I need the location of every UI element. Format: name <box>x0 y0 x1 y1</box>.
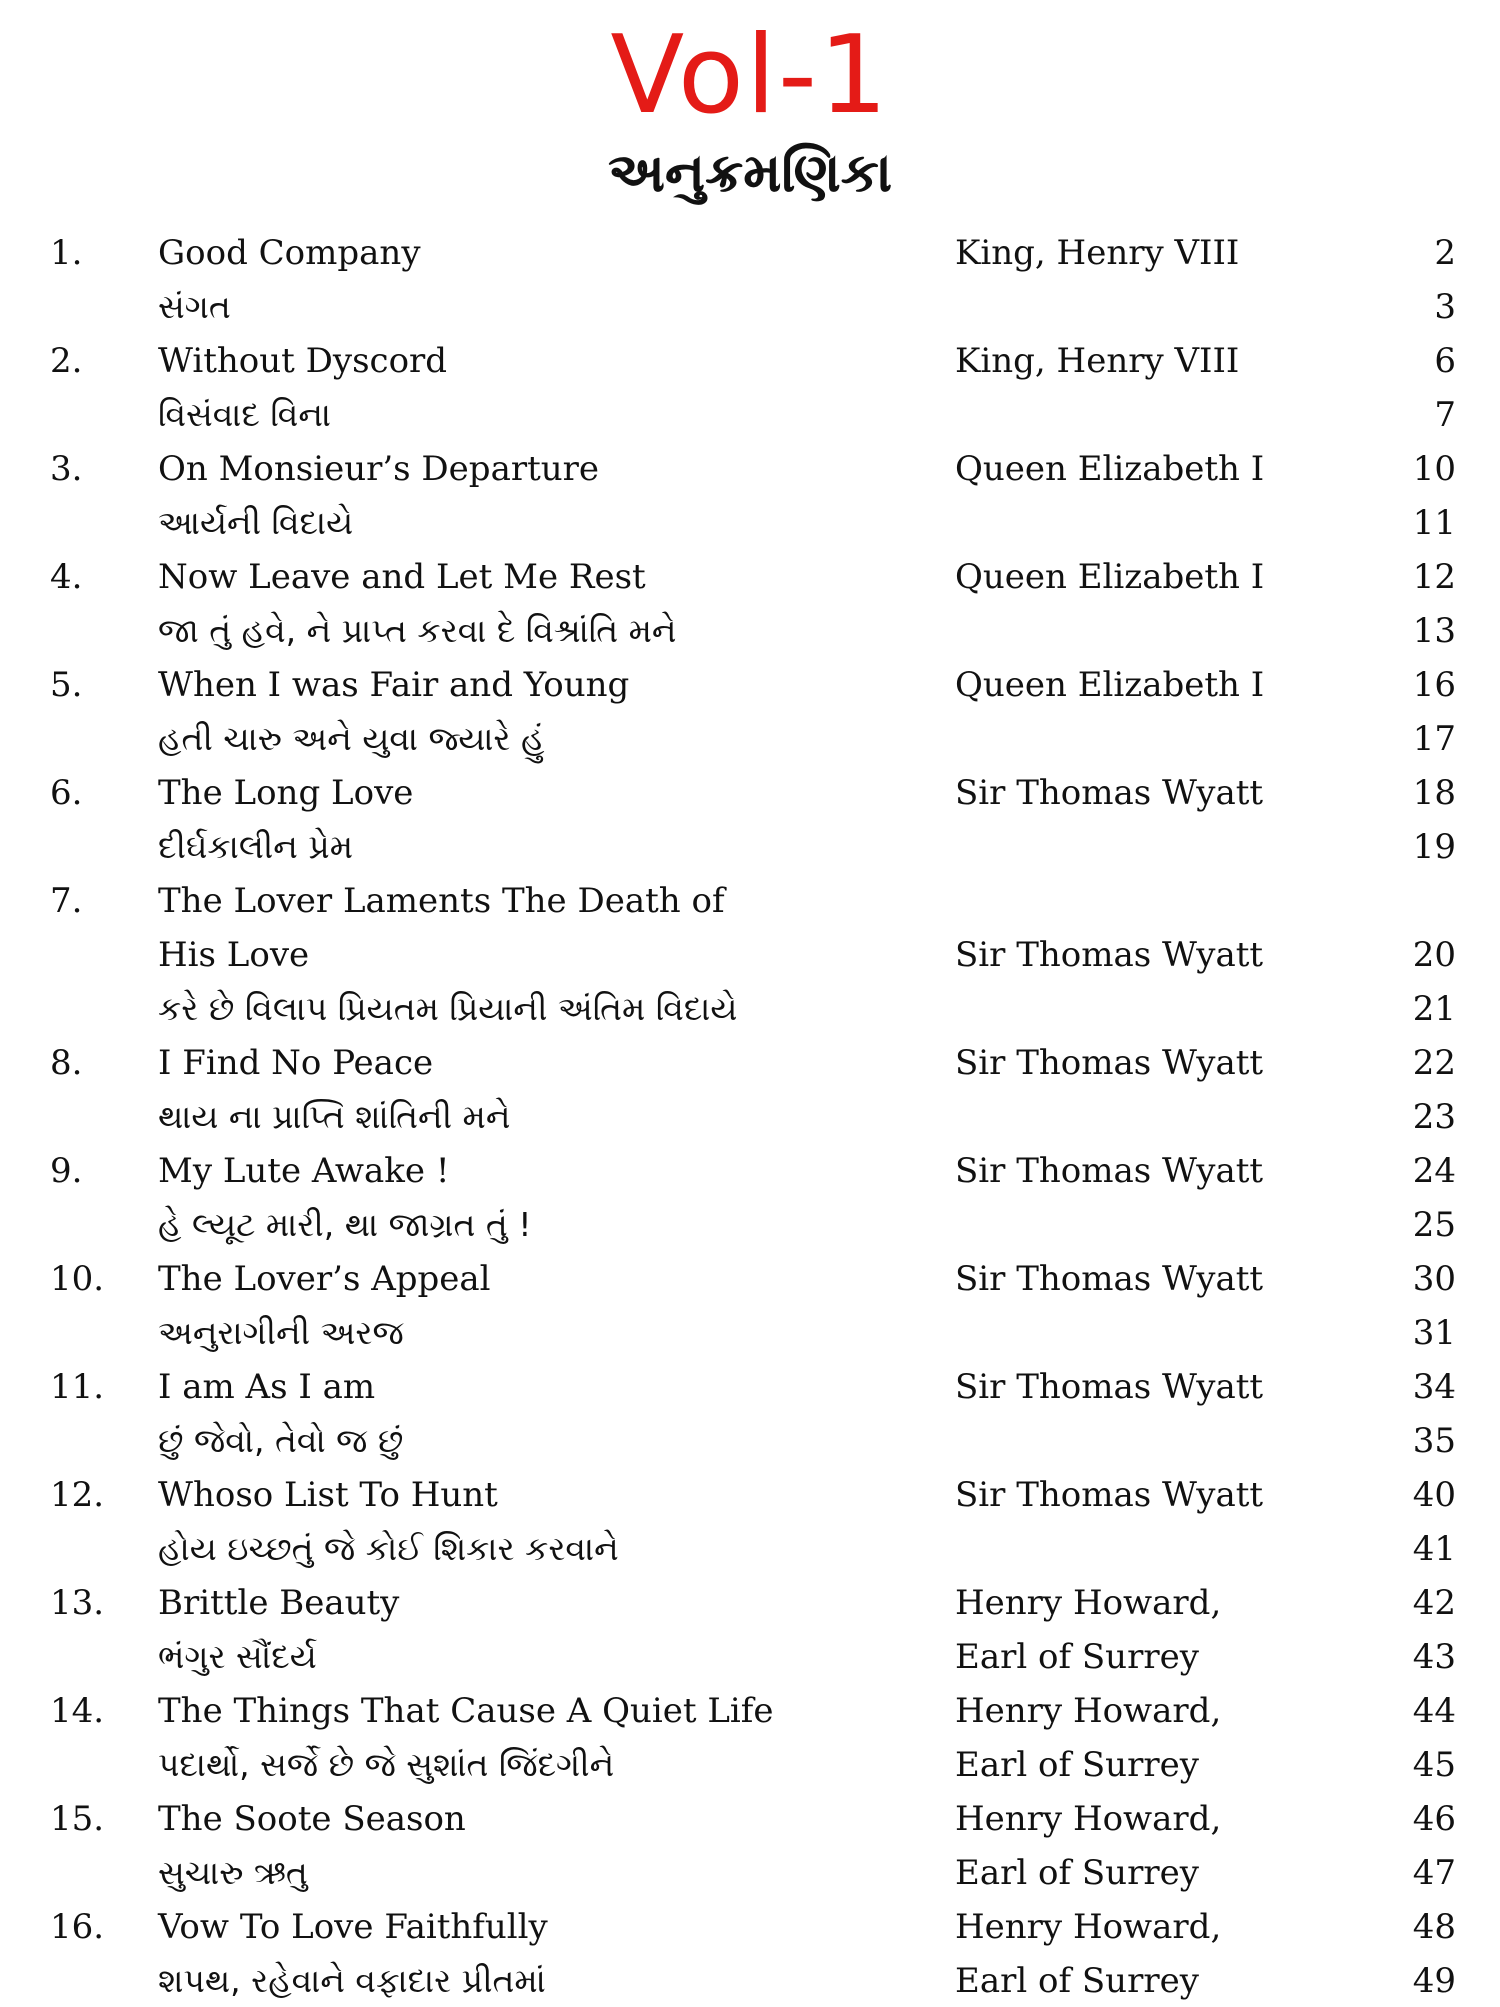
entry-number: 5. <box>50 665 83 705</box>
entry-title: I am As I am <box>158 1367 376 1407</box>
entry-author: Earl of Surrey <box>955 1637 1199 1677</box>
toc-row <box>0 333 1500 387</box>
toc-row <box>0 657 1500 711</box>
entry-author: Sir Thomas Wyatt <box>955 773 1264 813</box>
entry-author: Henry Howard, <box>955 1583 1222 1623</box>
entry-title: The Lover’s Appeal <box>158 1259 491 1299</box>
toc-row <box>0 1251 1500 1305</box>
entry-title-gujarati: અનુરાગીની અરજ <box>158 1313 404 1352</box>
entry-page-number: 45 <box>1412 1745 1456 1785</box>
entry-page-number: 11 <box>1412 503 1456 543</box>
toc-row <box>0 1791 1500 1845</box>
entry-author: Sir Thomas Wyatt <box>955 1043 1264 1083</box>
entry-author: Sir Thomas Wyatt <box>955 1367 1264 1407</box>
entry-title: My Lute Awake ! <box>158 1151 450 1191</box>
entry-title-gujarati: જા તું હવે, ને પ્રાપ્ત કરવા દે વિશ્રાંતિ મને <box>158 611 677 650</box>
entry-title: Without Dyscord <box>158 341 448 381</box>
toc-row <box>0 1467 1500 1521</box>
entry-author: Queen Elizabeth I <box>955 449 1265 489</box>
entry-title: The Lover Laments The Death of <box>158 881 725 921</box>
toc-row <box>0 1035 1500 1089</box>
entry-author: Sir Thomas Wyatt <box>955 935 1264 975</box>
entry-title: Whoso List To Hunt <box>158 1475 498 1515</box>
volume-title: Vol-1 <box>610 13 890 138</box>
entry-page-number: 24 <box>1412 1151 1456 1191</box>
entry-title: Vow To Love Faithfully <box>158 1907 548 1947</box>
toc-row <box>0 1683 1500 1737</box>
entry-title-gujarati: દીર્ઘકાલીન પ્રેમ <box>158 827 353 866</box>
entry-page-number: 34 <box>1412 1367 1456 1407</box>
entry-author: Earl of Surrey <box>955 1961 1199 2001</box>
toc-row <box>0 1413 1500 1467</box>
entry-author: King, Henry VIII <box>955 341 1240 381</box>
toc-row <box>0 1629 1500 1683</box>
entry-author: Queen Elizabeth I <box>955 557 1265 597</box>
entry-number: 2. <box>50 341 83 381</box>
entry-page-number: 16 <box>1412 665 1456 705</box>
entry-number: 12. <box>50 1475 105 1515</box>
toc-row <box>0 495 1500 549</box>
entry-page-number: 13 <box>1412 611 1456 651</box>
entry-page-number: 49 <box>1412 1961 1456 2001</box>
entry-title-gujarati: છું જેવો, તેવો જ છું <box>158 1421 404 1460</box>
toc-row <box>0 1197 1500 1251</box>
toc-row <box>0 873 1500 927</box>
toc-row <box>0 225 1500 279</box>
entry-page-number: 43 <box>1412 1637 1456 1677</box>
entry-title: The Things That Cause A Quiet Life <box>158 1691 774 1731</box>
entry-title-gujarati: ભંગુર સૌંદર્ય <box>158 1637 317 1676</box>
entry-author: Henry Howard, <box>955 1799 1222 1839</box>
entry-author: Earl of Surrey <box>955 1853 1199 1893</box>
entry-title: Brittle Beauty <box>158 1583 400 1623</box>
entry-number: 7. <box>50 881 83 921</box>
toc-row <box>0 1845 1500 1899</box>
entry-page-number: 44 <box>1412 1691 1456 1731</box>
entry-number: 1. <box>50 233 83 273</box>
toc-row <box>0 1359 1500 1413</box>
toc-row <box>0 279 1500 333</box>
entry-author: Sir Thomas Wyatt <box>955 1475 1264 1515</box>
toc-row <box>0 1521 1500 1575</box>
entry-author: Sir Thomas Wyatt <box>955 1259 1264 1299</box>
entry-title-gujarati: આર્યની વિદાયે <box>158 503 354 542</box>
entry-page-number: 18 <box>1412 773 1456 813</box>
entry-title: I Find No Peace <box>158 1043 434 1083</box>
entry-title-gujarati: શપથ, રહેવાને વફાદાર પ્રીતમાં <box>158 1961 546 2000</box>
entry-title-gujarati: હે લ્યૂટ મારી, થા જાગ્રત તું ! <box>158 1205 532 1244</box>
entry-title: Good Company <box>158 233 421 273</box>
entry-page-number: 42 <box>1412 1583 1456 1623</box>
entry-number: 4. <box>50 557 83 597</box>
toc-row <box>0 1899 1500 1953</box>
entry-number: 8. <box>50 1043 83 1083</box>
entry-author: Henry Howard, <box>955 1691 1222 1731</box>
entry-page-number: 41 <box>1412 1529 1456 1569</box>
toc-row <box>0 711 1500 765</box>
toc-row <box>0 603 1500 657</box>
entry-page-number: 23 <box>1412 1097 1456 1137</box>
entry-number: 10. <box>50 1259 105 1299</box>
entry-page-number: 25 <box>1412 1205 1456 1245</box>
entry-title-gujarati: સુચારુ ઋતુ <box>158 1853 308 1892</box>
entry-author: Sir Thomas Wyatt <box>955 1151 1264 1191</box>
entry-title: The Soote Season <box>158 1799 466 1839</box>
toc-row <box>0 1953 1500 2007</box>
toc-row <box>0 819 1500 873</box>
entry-title: Now Leave and Let Me Rest <box>158 557 646 597</box>
entry-title: On Monsieur’s Departure <box>158 449 600 489</box>
toc-row <box>0 981 1500 1035</box>
entry-page-number: 6 <box>1434 341 1456 381</box>
entry-page-number: 10 <box>1412 449 1456 489</box>
entry-page-number: 47 <box>1412 1853 1456 1893</box>
entry-title-gujarati: હતી ચારુ અને યુવા જ્યારે હું <box>158 719 545 758</box>
entry-title: The Long Love <box>158 773 414 813</box>
toc-row <box>0 1575 1500 1629</box>
entry-number: 13. <box>50 1583 105 1623</box>
entry-number: 15. <box>50 1799 105 1839</box>
entry-page-number: 12 <box>1412 557 1456 597</box>
entry-author: Henry Howard, <box>955 1907 1222 1947</box>
toc-row <box>0 441 1500 495</box>
entry-number: 3. <box>50 449 83 489</box>
entry-page-number: 40 <box>1412 1475 1456 1515</box>
toc-row <box>0 927 1500 981</box>
entry-title-gujarati: હોય ઇચ્છતું જે કોઈ શિકાર કરવાને <box>158 1529 619 1568</box>
entry-page-number: 17 <box>1412 719 1456 759</box>
entry-page-number: 7 <box>1434 395 1456 435</box>
entry-page-number: 30 <box>1412 1259 1456 1299</box>
entry-page-number: 48 <box>1412 1907 1456 1947</box>
entry-title-gujarati: થાય ના પ્રાપ્તિ શાંતિની મને <box>158 1097 511 1136</box>
entry-number: 6. <box>50 773 83 813</box>
entry-author: Earl of Surrey <box>955 1745 1199 1785</box>
table-of-contents <box>0 225 1500 2007</box>
entry-title: When I was Fair and Young <box>158 665 630 705</box>
entry-number: 16. <box>50 1907 105 1947</box>
toc-row <box>0 1089 1500 1143</box>
toc-row <box>0 387 1500 441</box>
entry-page-number: 31 <box>1412 1313 1456 1353</box>
entry-number: 14. <box>50 1691 105 1731</box>
entry-page-number: 35 <box>1412 1421 1456 1461</box>
toc-row <box>0 1305 1500 1359</box>
toc-row <box>0 765 1500 819</box>
entry-page-number: 20 <box>1412 935 1456 975</box>
entry-page-number: 2 <box>1434 233 1456 273</box>
toc-row <box>0 1737 1500 1791</box>
entry-page-number: 3 <box>1434 287 1456 327</box>
entry-title-gujarati: કરે છે વિલાપ પ્રિયતમ પ્રિયાની અંતિમ વિદાયે <box>158 989 738 1028</box>
toc-row <box>0 549 1500 603</box>
entry-author: King, Henry VIII <box>955 233 1240 273</box>
entry-title-gujarati: વિસંવાદ વિના <box>158 395 332 434</box>
entry-page-number: 22 <box>1412 1043 1456 1083</box>
entry-author: Queen Elizabeth I <box>955 665 1265 705</box>
entry-number: 11. <box>50 1367 105 1407</box>
entry-page-number: 46 <box>1412 1799 1456 1839</box>
toc-row <box>0 1143 1500 1197</box>
entry-page-number: 19 <box>1412 827 1456 867</box>
entry-title-gujarati: સંગત <box>158 287 231 326</box>
entry-title-gujarati: પદાર્થો, સર્જે છે જે સુશાંત જિંદગીને <box>158 1745 615 1784</box>
entry-page-number: 21 <box>1412 989 1456 1029</box>
entry-number: 9. <box>50 1151 83 1191</box>
toc-heading: અનુક્રમણિકા <box>607 141 893 204</box>
entry-title: His Love <box>158 935 310 975</box>
